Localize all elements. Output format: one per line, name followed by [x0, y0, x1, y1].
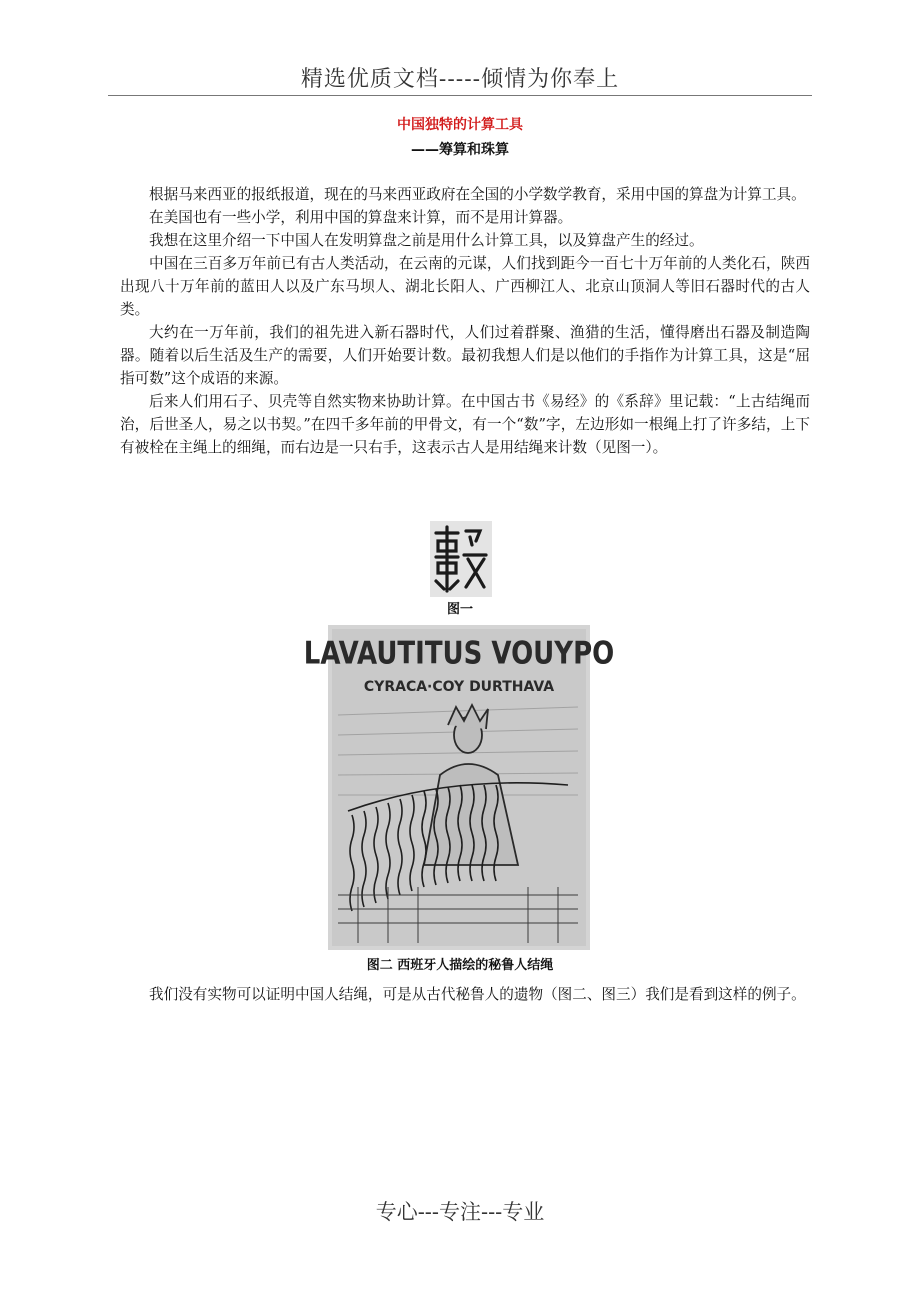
- header-rule: [108, 95, 812, 96]
- article-body-continued: [120, 983, 810, 1006]
- article-title: 中国独特的计算工具: [397, 117, 523, 133]
- paragraph: 中国在三百多万年前已有古人类活动，在云南的元谋，人们找到距今一百七十万年前的人类化石，陕西出现八十万年前的蓝田人以及广东马坝人、湖北长阳人、广西柳江人、北京山顶洞人等旧石器时代的古人类。: [120, 255, 810, 318]
- figure-2-inscription: CYRACA·COY DURTHAVA: [363, 679, 555, 695]
- paragraph: 我想在这里介绍一下中国人在发明算盘之前是用什么计算工具，以及算盘产生的经过。: [149, 232, 704, 249]
- figure-2-caption: 图二 西班牙人描绘的秘鲁人结绳: [366, 958, 554, 973]
- paragraph: 后来人们用石子、贝壳等自然实物来协助计算。在中国古书《易经》的《系辞》里记载：“上古结绳而治，后世圣人，易之以书契。”在四千多年前的甲骨文，有一个“数”字，左边形如一根绳上打了许多结，上下有被栓在主绳上的细绳，而右边是一只右手，这表示古人是用结绳来计数（见图一）。: [120, 393, 810, 456]
- paragraph: 大约在一万年前，我们的祖先进入新石器时代，人们过着群聚、渔猎的生活，懂得磨出石器及制造陶器。随着以后生活及生产的需要，人们开始要计数。最初我想人们是以他们的手指作为计算工具，这是“屈指可数”这个成语的来源。: [120, 324, 810, 387]
- article-body: [120, 183, 810, 459]
- page-footer: 专心---专注---专业: [375, 1200, 545, 1224]
- figure-1-image: [430, 521, 492, 597]
- figure-2-image: [303, 625, 615, 950]
- paragraph: 根据马来西亚的报纸报道，现在的马来西亚政府在全国的小学数学教育，采用中国的算盘为计算工具。: [149, 186, 806, 203]
- paragraph: 在美国也有一些小学，利用中国的算盘来计算，而不是用计算器。: [149, 209, 573, 226]
- page-header: 精选优质文档-----倾情为你奉上: [300, 67, 620, 92]
- article-subtitle: ——筹算和珠算: [411, 142, 509, 158]
- paragraph: 我们没有实物可以证明中国人结绳，可是从古代秘鲁人的遗物（图二、图三）我们是看到这样的例子。: [149, 986, 806, 1003]
- figure-2-inscription: LAVAUTITUS VOUYPO: [303, 634, 615, 672]
- figure-1-caption: 图一: [446, 602, 473, 617]
